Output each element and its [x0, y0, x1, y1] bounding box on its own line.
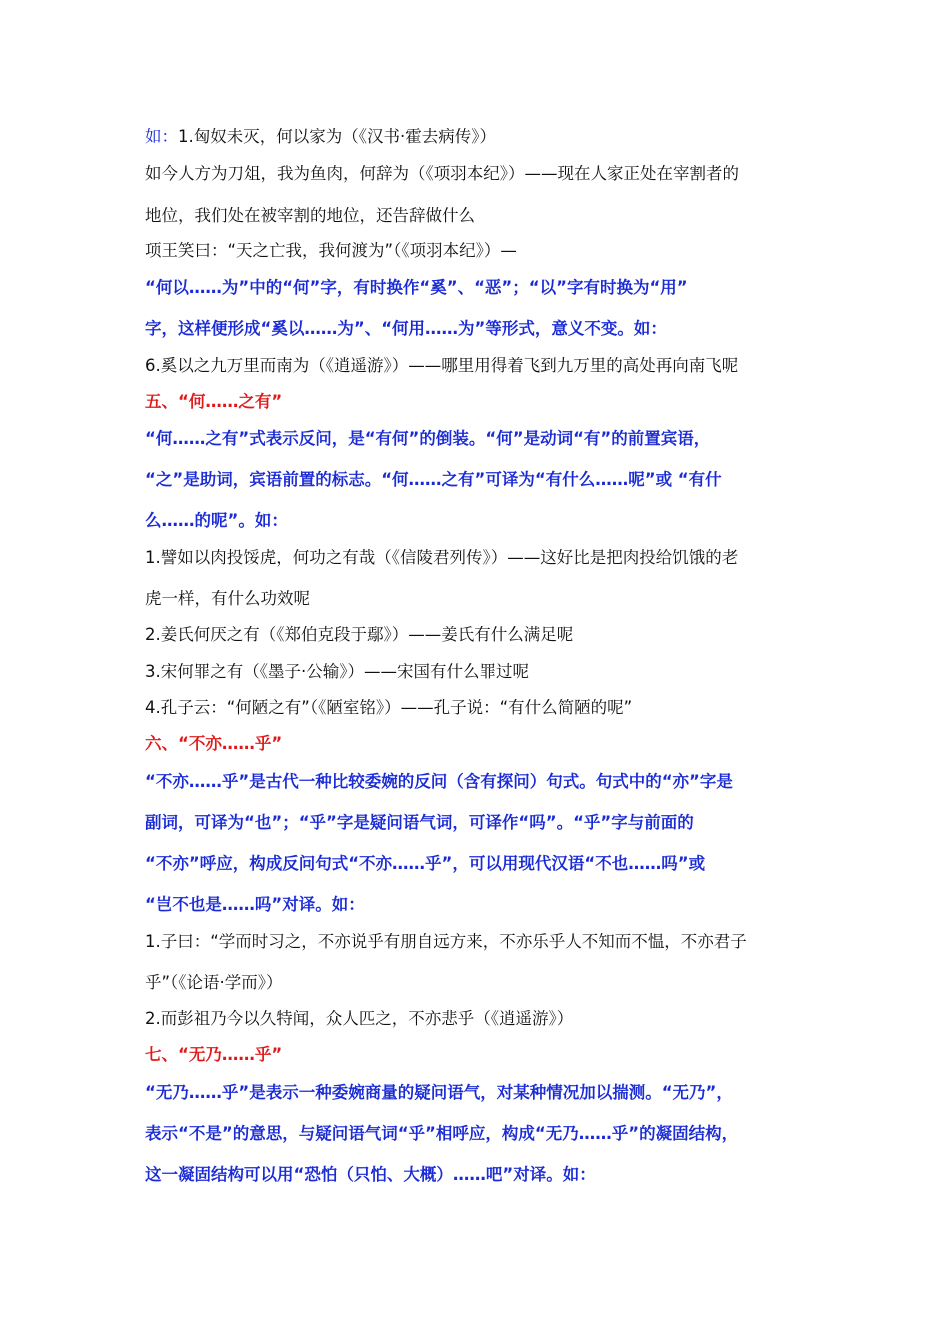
section-heading-7: 七、“无乃……乎” [145, 1045, 283, 1064]
explanation-line-18: “不亦……乎”是古代一种比较委婉的反问（含有探问）句式。句式中的“亦”字是 [145, 772, 733, 791]
text-line-12: 1.譬如以肉投馁虎，何功之有哉（《信陵君列传》）——这好比是把肉投给饥饿的老 [145, 548, 739, 567]
text-line-13: 虎一样，有什么功效呢 [145, 589, 310, 608]
explanation-line-19: 副词，可译为“也”；“乎”字是疑问语气词，可译作“吗”。“乎”字与前面的 [145, 813, 694, 832]
text-line-1 [145, 126, 496, 148]
text-line-7: 6.奚以之九万里而南为（《逍遥游》）——哪里用得着飞到九万里的高处再向南飞呢 [145, 356, 739, 375]
section-heading-6: 六、“不亦……乎” [145, 734, 283, 753]
explanation-line-6: 字，这样便形成“奚以……为”、“何用……为”等形式，意义不变。如： [145, 319, 667, 338]
text-line-14: 2.姜氏何厌之有（《郑伯克段于鄢》）——姜氏有什么满足呢 [145, 625, 574, 644]
explanation-line-20: “不亦”呼应，构成反问句式“不亦……乎”，可以用现代汉语“不也……吗”或 [145, 854, 706, 873]
explanation-line-28: 这一凝固结构可以用“恐怕（只怕、大概）……吧”对译。如： [145, 1165, 596, 1184]
explanation-line-9: “何……之有”式表示反问，是“有何”的倒装。“何”是动词“有”的前置宾语， [145, 429, 711, 448]
text-line-22: 1.子曰：“学而时习之，不亦说乎有朋自远方来，不亦乐乎人不知而不愠，不亦君子 [145, 932, 747, 951]
text-line-16: 4.孔子云：“何陋之有”（《陋室铭》）——孔子说：“有什么简陋的呢” [145, 698, 633, 717]
section-heading-5: 五、“何……之有” [145, 392, 283, 411]
text-line-2: 如今人方为刀俎，我为鱼肉，何辞为（《项羽本纪》）——现在人家正处在宰割者的 [145, 164, 739, 183]
explanation-line-11: 么……的呢”。如： [145, 511, 288, 530]
explanation-line-10: “之”是助词，宾语前置的标志。“何……之有”可译为“有什么……呢”或 “有什 [145, 470, 722, 489]
explanation-line-5: “何以……为”中的“何”字，有时换作“奚”、“恶”；“以”字有时换为“用” [145, 278, 688, 297]
text-line-4: 项王笑曰：“天之亡我，我何渡为”（《项羽本纪》）— [145, 241, 517, 260]
text-line-3: 地位，我们处在被宰割的地位，还告辞做什么 [145, 206, 475, 225]
explanation-line-26: “无乃……乎”是表示一种委婉商量的疑问语气，对某种情况加以揣测。“无乃”， [145, 1083, 733, 1102]
text-line-23: 乎”（《论语·学而》） [145, 973, 283, 992]
line-1-rest: 1.匈奴未灭，何以家为（《汉书·霍去病传》） [178, 127, 496, 146]
text-line-24: 2.而彭祖乃今以久特闻，众人匹之，不亦悲乎（《逍遥游》） [145, 1009, 574, 1028]
explanation-line-27: 表示“不是”的意思，与疑问语气词“乎”相呼应，构成“无乃……乎”的凝固结构， [145, 1124, 739, 1143]
explanation-line-21: “岂不也是……吗”对译。如： [145, 895, 365, 914]
text-line-15: 3.宋何罪之有（《墨子·公输》）——宋国有什么罪过呢 [145, 662, 529, 681]
intro-prefix: 如： [145, 127, 178, 146]
